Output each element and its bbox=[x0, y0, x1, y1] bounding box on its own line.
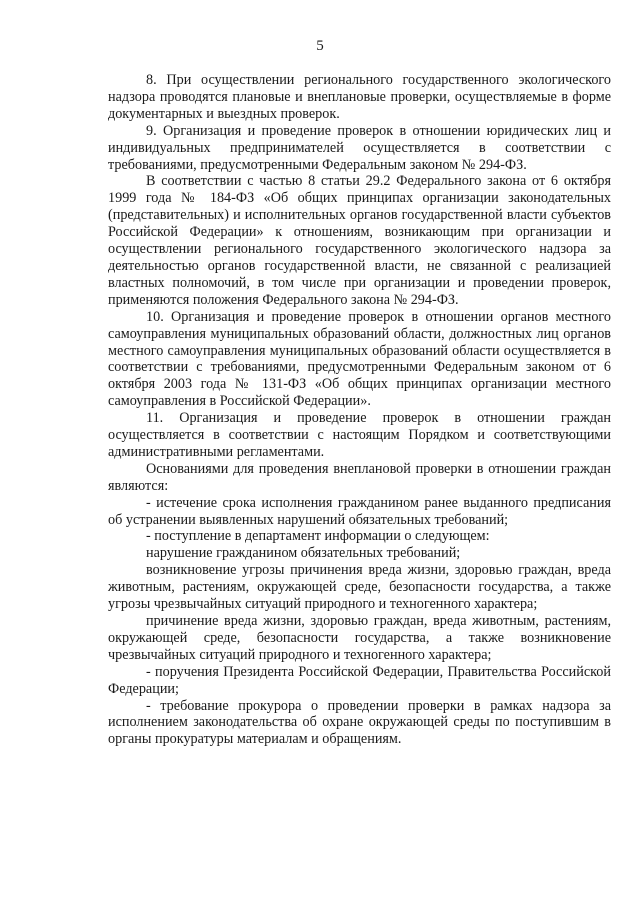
paragraph-federal-law-184: В соответствии с частью 8 статьи 29.2 Федерального закона от 6 октября 1999 года № 184-ФЗ «Об общих принципах организации законодательных (представительных) и исполнительных органов государственной власти субъектов Российской Федерации» к отношениям, возникающим при организации и осуществлении регионального государственного экологического надзора за деятельностью органов государственной власти, не связанной с реализацией властных полномочий, в том числе при организации и проведении проверок, применяются положения Федерального закона № 294-ФЗ. bbox=[108, 173, 611, 308]
list-subitem-harm: причинение вреда жизни, здоровью граждан, вреда животным, растениям, окружающей среде, безопасности государства, а также возникновение чрезвычайных ситуаций природного и техногенного характера; bbox=[108, 613, 611, 663]
list-subitem-threat: возникновение угрозы причинения вреда жизни, здоровью граждан, вреда животным, растениям, окружающей среде, безопасности государства, а также угрозы чрезвычайных ситуаций природного и техногенного характера; bbox=[108, 562, 611, 613]
list-item-deadline-expiry: - истечение срока исполнения гражданином ранее выданного предписания об устранении выявленных нарушений обязательных требований; bbox=[108, 494, 611, 528]
page-number: 5 bbox=[316, 38, 324, 54]
document-body bbox=[108, 72, 611, 748]
paragraph-10-local-government: 10. Организация и проведение проверок в отношении органов местного самоуправления муниципальных образований области, должностных лиц органов местного самоуправления муниципальных образований области осуществляется в соответствии с требованиями, предусмотренными Федеральным законом от 6 октября 2003 года № 131-ФЗ «Об общих принципах организации местного самоуправления в Российской Федерации». bbox=[108, 308, 611, 410]
paragraph-grounds-intro: Основаниями для проведения внеплановой проверки в отношении граждан являются: bbox=[108, 460, 611, 494]
list-item-prosecutor-demand: - требование прокурора о проведении проверки в рамках надзора за исполнением законодательства об охране окружающей среды по поступившим в органы прокуратуры материалам и обращениям. bbox=[108, 697, 611, 748]
paragraph-9-legal-entities: 9. Организация и проведение проверок в отношении юридических лиц и индивидуальных предпринимателей осуществляется в соответствии с требованиями, предусмотренными Федеральным законом № 294-ФЗ. bbox=[108, 122, 611, 173]
paragraph-11-citizens: 11. Организация и проведение проверок в отношении граждан осуществляется в соответствии с настоящим Порядком и соответствующими административными регламентами. bbox=[108, 410, 611, 460]
list-item-president-orders: - поручения Президента Российской Федерации, Правительства Российской Федерации; bbox=[108, 663, 611, 697]
paragraph-8-inspections: 8. При осуществлении регионального государственного экологического надзора проводятся плановые и внеплановые проверки, осуществляемые в форме документарных и выездных проверок. bbox=[108, 72, 611, 122]
list-subitem-violation: нарушение гражданином обязательных требований; bbox=[146, 545, 461, 562]
list-item-information-receipt: - поступление в департамент информации о следующем: bbox=[146, 528, 490, 545]
